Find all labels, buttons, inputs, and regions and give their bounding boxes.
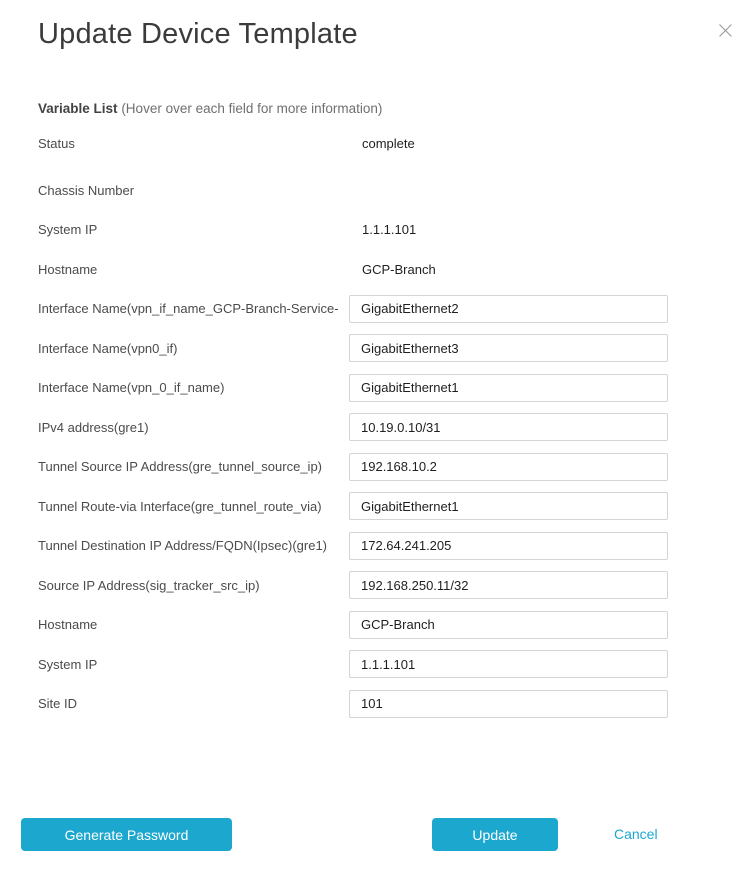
section-title: Variable List — [38, 101, 118, 116]
cancel-button[interactable]: Cancel — [614, 818, 658, 851]
field-input[interactable] — [349, 295, 668, 323]
field-input[interactable] — [349, 650, 668, 678]
field-input[interactable] — [349, 690, 668, 718]
field-label: Site ID — [38, 696, 78, 711]
field-input[interactable] — [349, 571, 668, 599]
footer — [0, 818, 752, 851]
variable-row — [38, 413, 668, 441]
variable-row — [38, 532, 668, 560]
field-label: Interface Name(vpn_0_if_name) — [38, 380, 225, 395]
field-value-col — [349, 334, 668, 362]
field-label: Hostname — [38, 261, 98, 277]
field-value-col — [349, 690, 668, 718]
variable-list — [0, 129, 752, 718]
field-value-col — [349, 295, 668, 323]
field-value: GCP-Branch — [362, 261, 436, 277]
field-input[interactable] — [349, 611, 668, 639]
variable-row — [38, 295, 668, 323]
field-input[interactable] — [349, 413, 668, 441]
field-label: System IP — [38, 222, 98, 237]
field-value-col — [349, 532, 668, 560]
field-value-col — [349, 262, 668, 277]
field-value-col — [349, 571, 668, 599]
field-label: IPv4 address(gre1) — [38, 419, 149, 435]
field-value-col — [349, 611, 668, 639]
field-label: Chassis Number — [38, 182, 135, 198]
field-value-col — [349, 374, 668, 402]
variable-row — [38, 611, 668, 639]
variable-row — [38, 334, 668, 362]
variable-row — [38, 453, 668, 481]
variable-row — [38, 129, 668, 157]
field-label: Tunnel Route-via Interface(gre_tunnel_route_via) — [38, 498, 322, 514]
variable-row — [38, 571, 668, 599]
update-button[interactable]: Update — [432, 818, 558, 851]
field-label: Tunnel Source IP Address(gre_tunnel_source_ip) — [38, 459, 323, 474]
field-label: Source IP Address(sig_tracker_src_ip) — [38, 577, 260, 593]
field-value: 1.1.1.101 — [362, 222, 417, 237]
field-input[interactable] — [349, 374, 668, 402]
close-button[interactable] — [715, 22, 735, 42]
field-label: Status — [38, 135, 75, 151]
field-input[interactable] — [349, 492, 668, 520]
field-label: Tunnel Destination IP Address/FQDN(Ipsec)(gre1) — [38, 538, 328, 553]
variable-row — [38, 650, 668, 678]
field-label: Hostname — [38, 617, 98, 632]
field-label: Interface Name(vpn0_if) — [38, 340, 178, 356]
field-value-col — [349, 453, 668, 481]
page-title: Update Device Template — [38, 18, 358, 50]
variable-row — [38, 176, 668, 204]
variable-list-header — [38, 101, 752, 116]
field-value: complete — [362, 135, 415, 151]
field-input[interactable] — [349, 334, 668, 362]
variable-row — [38, 374, 668, 402]
field-value-col — [349, 136, 668, 151]
field-label: Interface Name(vpn_if_name_GCP-Branch-Service- — [38, 301, 339, 316]
field-value-col — [349, 222, 668, 237]
field-value-col — [349, 492, 668, 520]
field-input[interactable] — [349, 532, 668, 560]
section-hint: (Hover over each field for more information) — [121, 101, 383, 116]
field-value-col — [349, 650, 668, 678]
variable-row — [38, 492, 668, 520]
field-input[interactable] — [349, 453, 668, 481]
variable-row — [38, 216, 668, 244]
field-value-col — [349, 413, 668, 441]
field-label: System IP — [38, 656, 98, 672]
variable-row — [38, 690, 668, 718]
generate-password-button[interactable]: Generate Password — [21, 818, 232, 851]
close-icon — [718, 23, 733, 41]
variable-row — [38, 255, 668, 283]
